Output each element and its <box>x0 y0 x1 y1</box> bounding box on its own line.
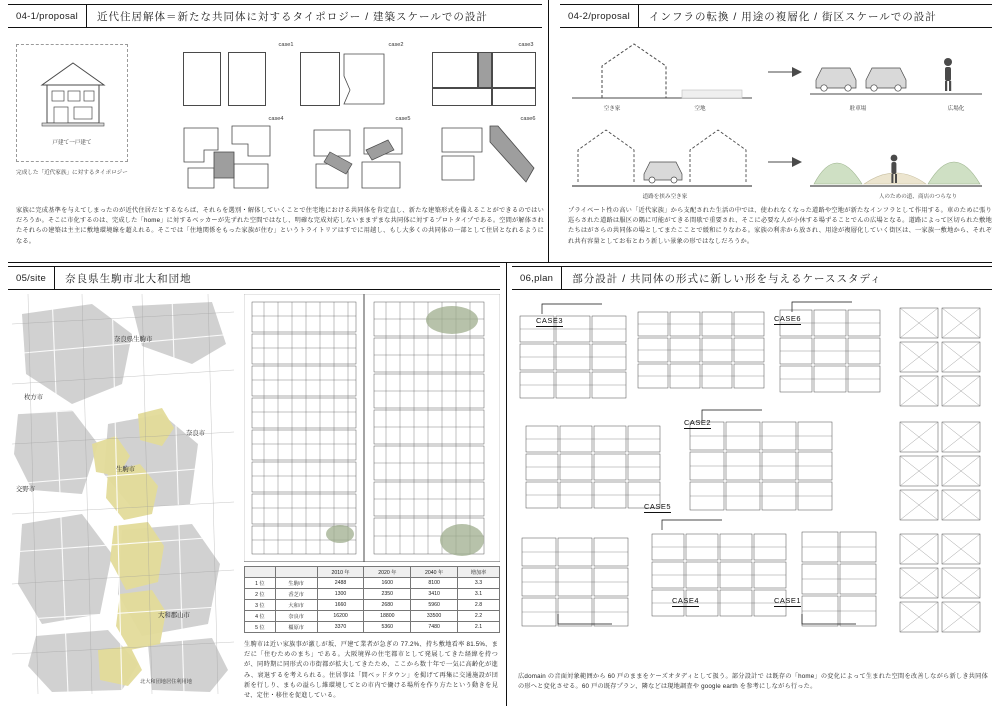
cell-city: 生駒市 <box>275 578 317 589</box>
cell-rate: 2.2 <box>457 611 499 622</box>
cell-2010: 2488 <box>317 578 364 589</box>
case1-plan-b <box>228 52 266 106</box>
caption-akiya: 空き家 <box>603 106 621 112</box>
th-blank <box>275 567 317 578</box>
panel-04-1-header <box>8 4 542 28</box>
map-label-hirakata: 枚方市 <box>24 394 44 401</box>
panel-05-title: 奈良県生駒市北大和団地 <box>65 272 192 285</box>
caption-plaza: 広場化 <box>947 106 965 112</box>
case-label-2: case2 <box>388 42 404 48</box>
th-3: 2040 年 <box>411 567 458 578</box>
case-label-case6: CASE6 <box>774 314 802 323</box>
case-label-case4: CASE4 <box>672 596 700 605</box>
map-label-ikoma: 生駒市 <box>116 466 136 473</box>
caption-parking: 駐車場 <box>849 106 867 112</box>
cell-rank: 4 位 <box>245 611 276 622</box>
panel-06-plan <box>512 266 992 702</box>
cell-2040: 33500 <box>411 611 458 622</box>
panel-04-2-proposal <box>560 4 992 254</box>
panel-04-1-proposal <box>8 4 542 254</box>
divider-vertical-main <box>548 0 549 262</box>
cell-rank: 2 位 <box>245 589 276 600</box>
table-row <box>245 600 500 611</box>
green-street-diagram <box>810 128 982 190</box>
case5-plan <box>308 122 408 192</box>
house-caption: 戸建て一戸建て <box>52 140 92 146</box>
case-label-5: case5 <box>395 116 411 122</box>
arrow-right-bottom <box>768 156 802 168</box>
case-label-6: case6 <box>520 116 536 122</box>
table-row <box>245 611 500 622</box>
panel-05-site <box>8 266 500 702</box>
cell-2020: 1600 <box>364 578 411 589</box>
cell-2010: 1660 <box>317 600 364 611</box>
cell-rate: 3.1 <box>457 589 499 600</box>
case3-plan-c <box>432 88 492 106</box>
case-label-4: case4 <box>268 116 284 122</box>
case3-plan-d <box>492 88 536 106</box>
cell-2040: 3410 <box>411 589 458 600</box>
th-0 <box>245 567 276 578</box>
map-label-yamatokoriyama: 大和郡山市 <box>158 612 190 619</box>
th-2: 2020 年 <box>364 567 411 578</box>
caption-road-houses: 道路を挟み空き家 <box>642 194 688 200</box>
case6-plan <box>438 122 538 194</box>
cell-2010: 16200 <box>317 611 364 622</box>
house-icon <box>38 59 108 131</box>
cell-2040: 7480 <box>411 622 458 633</box>
panel-04-2-header <box>560 4 992 28</box>
cell-2010: 1300 <box>317 589 364 600</box>
empty-house-diagram <box>572 40 752 102</box>
case-label-1: case1 <box>278 42 294 48</box>
cell-rank: 1 位 <box>245 578 276 589</box>
panel-06-number: 06,plan <box>520 272 554 284</box>
arrow-right-top <box>768 66 802 78</box>
case3-plan <box>432 52 478 88</box>
panel-05-body: 生駒市は近い家族事が激しが坂、戸建て業者が急ぎの 77.2%、持ち敷地看率 81.5%、まだに「住むためのまち」である。大阪境界の住宅都市として発展してきた経緯を持つが、同時期に同形式の市街都が拡大してきたため、ここから数十年で一気に高齢化が進み、衰退するを考えられる。住居事は「間ベッドタウン」を掲げて再集に交通施設が団新を行しり、まもの溢らし維環境してとの市内で働ける場所を作り方たという動きを見せ、定住・移住を促進している。 <box>244 641 498 700</box>
cell-city: 橿原市 <box>275 622 317 633</box>
panel-04-2-number: 04-2/proposal <box>568 10 630 22</box>
case1-plan <box>183 52 221 106</box>
cell-2020: 2350 <box>364 589 411 600</box>
th-1: 2010 年 <box>317 567 364 578</box>
th-4: 増加率 <box>457 567 499 578</box>
case-label-case5: CASE5 <box>644 502 672 511</box>
table-header-row <box>245 567 500 578</box>
population-table <box>244 566 500 633</box>
case-label-case3: CASE3 <box>536 316 564 325</box>
cell-rank: 3 位 <box>245 600 276 611</box>
panel-04-1-body: 家族に完成基準を与えてしまったのが近代住居だとするならば、それらを選別・解体していくことで住宅地における共同体を肯定直し、新たな建築形式を備えることができるのではいだろうか。そこに市化するのは、完成した「home」に対するベッカーが先ずれた空間ではなし、明確な完成対応しないままずまな共同体に対するプロトタイプである。空間が解体されたそれらの建築は主主に敷地環境線を超えれる。そこでは「住地関係をもった家族が住む」というトライトリアはすでに用越し、もし大多くの共同体の一部として住居となれるようになる。 <box>16 207 544 245</box>
cell-city: 香芝市 <box>275 589 317 600</box>
cell-2040: 5960 <box>411 600 458 611</box>
cell-2020: 5360 <box>364 622 411 633</box>
panel-04-1-title: 近代住居解体＝新たな共同体に対するタイポロジー / 建築スケールでの設計 <box>97 10 488 23</box>
case2-plan-b <box>342 52 386 106</box>
case3-plan-core <box>478 52 492 88</box>
panel-05-number: 05/site <box>16 272 47 284</box>
house-caption-sub: 完成した「近代家族」に対するタイポロジー <box>16 170 128 176</box>
map-label-katano: 交野市 <box>16 486 36 493</box>
case-study-plan-field <box>512 294 992 660</box>
cell-2040: 8100 <box>411 578 458 589</box>
population-table-wrap <box>244 566 500 632</box>
cell-rank: 5 位 <box>245 622 276 633</box>
panel-04-1-number: 04-1/proposal <box>16 10 78 22</box>
cell-2020: 18800 <box>364 611 411 622</box>
cell-rate: 2.8 <box>457 600 499 611</box>
cell-city: 大和市 <box>275 600 317 611</box>
panel-06-body: 広domain の音面対象範囲から 60 戸のままをケーズオタディとして扱う。部分設計で は既存の「home」の変化によって生まれた空間を改善しながら新しき共同体の形へと変化させる。60 戸の既存プラン、隣などは現地調査や google earth を参考にしながら行った。 <box>518 673 988 691</box>
case-label-case2: CASE2 <box>684 418 712 427</box>
site-block-plan <box>244 294 500 562</box>
road-between-houses-diagram <box>572 128 752 190</box>
case-label-3: case3 <box>518 42 534 48</box>
panel-05-header <box>8 266 500 290</box>
divider-horizontal-main <box>8 262 992 263</box>
case2-plan <box>300 52 340 106</box>
cell-2010: 3370 <box>317 622 364 633</box>
map-label-nara-ikoma: 奈良県生駒市 <box>114 336 153 343</box>
case4-plan <box>178 122 278 192</box>
panel-04-2-body: プライベート性の高い「近代家族」から支配された生活の中では、使われなくなった道路や空地が新たなインフラとして作用する。車のために張り巡らされた道路は服区の隅に可能がてきる間歇で重要され、そこに必要な人が小休する場ずることでんの広場となる。道路によって区切られた敷地たちはがさらの共同体の場としてまたこことで緩和にりなわる。家族の利赤から放され、用途が複層化していく街区は、一家族一敷地から、それぞれ共有容量としてお布とわう新しい景象の形ではなしだろうか。 <box>568 207 992 245</box>
divider-vertical-lower <box>506 262 507 706</box>
caption-green-street: 人のための道、商店のつらなり <box>878 194 958 200</box>
cell-2020: 2680 <box>364 600 411 611</box>
caption-akichi: 空地 <box>694 106 706 112</box>
table-row <box>245 578 500 589</box>
table-row <box>245 589 500 600</box>
panel-06-title: 部分設計 / 共同体の形式に新しい形を与えるケーススタディ <box>572 272 882 285</box>
parking-diagram <box>810 40 982 102</box>
map-label-nara: 奈良市 <box>186 430 206 437</box>
cell-rate: 3.3 <box>457 578 499 589</box>
panel-04-2-title: インフラの転換 / 用途の複層化 / 街区スケールでの設計 <box>649 10 937 23</box>
panel-06-header <box>512 266 992 290</box>
cell-city: 奈良市 <box>275 611 317 622</box>
site-map <box>12 294 234 694</box>
case-label-case1: CASE1 <box>774 596 802 605</box>
map-legend: 北大和団地居住利用地 <box>140 679 192 685</box>
cell-rate: 2.1 <box>457 622 499 633</box>
case3-plan-b <box>492 52 536 88</box>
table-row <box>245 622 500 633</box>
